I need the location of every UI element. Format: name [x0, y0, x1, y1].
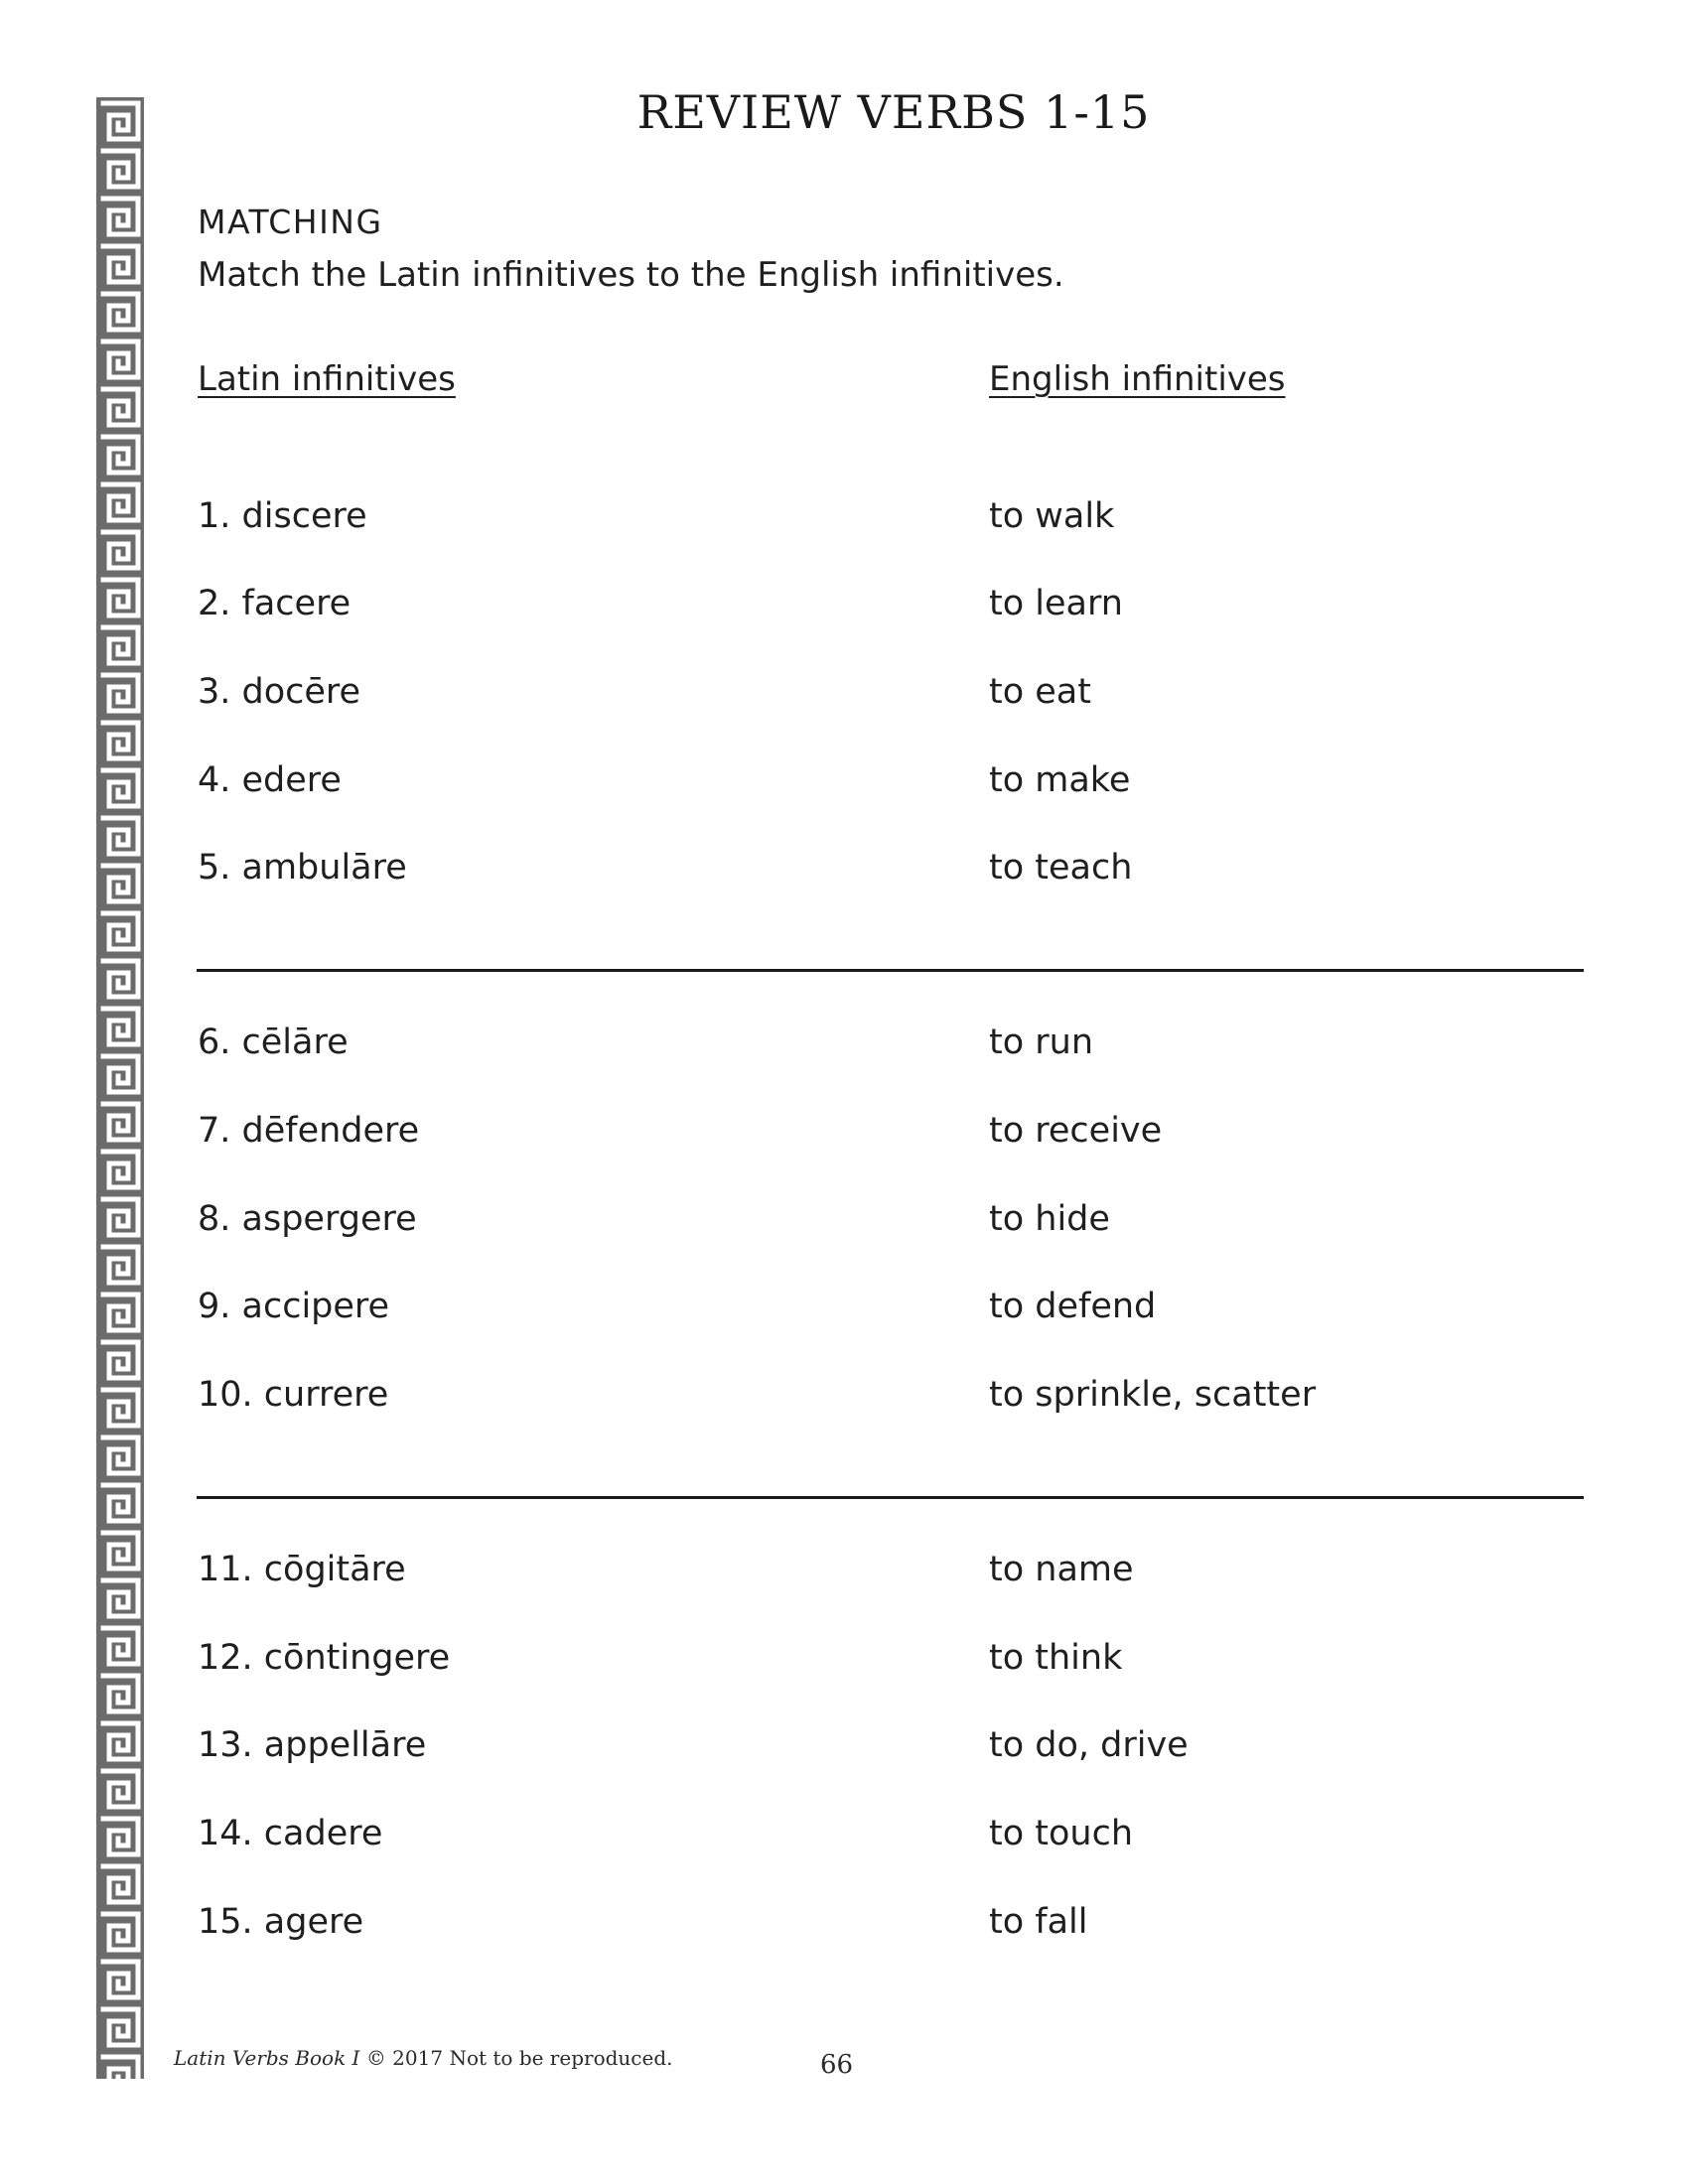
latin-infinitive: 4. edere — [198, 760, 342, 800]
latin-infinitive: 13. appellāre — [198, 1725, 427, 1765]
list-item — [0, 1375, 1688, 1425]
english-infinitive: to defend — [989, 1287, 1157, 1326]
english-infinitive: to sprinkle, scatter — [989, 1375, 1317, 1415]
latin-infinitive: 5. ambulāre — [198, 848, 407, 887]
latin-infinitive: 8. aspergere — [198, 1199, 417, 1239]
list-item — [0, 848, 1688, 897]
english-infinitive: to name — [989, 1550, 1134, 1589]
page-title: REVIEW VERBS 1-15 — [636, 85, 1151, 139]
instructions: Match the Latin infinitives to the English infinitives. — [198, 255, 1064, 295]
english-infinitive: to do, drive — [989, 1725, 1189, 1765]
latin-infinitive: 10. currere — [198, 1375, 389, 1415]
list-item — [0, 1199, 1688, 1249]
english-infinitive: to teach — [989, 848, 1133, 887]
list-item — [0, 1902, 1688, 1952]
english-infinitive: to hide — [989, 1199, 1110, 1239]
list-item — [0, 584, 1688, 633]
english-infinitive: to run — [989, 1023, 1094, 1062]
latin-infinitive: 12. cōntingere — [198, 1638, 451, 1678]
list-item — [0, 1111, 1688, 1160]
list-item — [0, 672, 1688, 722]
greek-key-border-icon — [96, 97, 144, 2079]
latin-infinitive: 7. dēfendere — [198, 1111, 420, 1151]
page-number: 66 — [820, 2050, 854, 2080]
latin-column-header: Latin infinitives — [198, 359, 456, 399]
list-item — [0, 760, 1688, 810]
latin-infinitive: 2. facere — [198, 584, 352, 623]
list-item — [0, 1814, 1688, 1863]
english-infinitive: to fall — [989, 1902, 1088, 1942]
latin-infinitive: 9. accipere — [198, 1287, 390, 1326]
footer-copyright — [174, 2046, 673, 2070]
list-item — [0, 1023, 1688, 1072]
english-infinitive: to learn — [989, 584, 1123, 623]
footer-copyright-text: © 2017 Not to be reproduced. — [365, 2046, 673, 2070]
latin-infinitive: 3. docēre — [198, 672, 361, 712]
divider — [197, 969, 1584, 972]
list-item — [0, 1550, 1688, 1599]
english-column-header: English infinitives — [989, 359, 1286, 399]
english-infinitive: to make — [989, 760, 1131, 800]
list-item — [0, 1725, 1688, 1775]
list-item — [0, 1638, 1688, 1688]
list-item — [0, 1287, 1688, 1336]
latin-infinitive: 6. cēlāre — [198, 1023, 349, 1062]
latin-infinitive: 14. cadere — [198, 1814, 383, 1853]
section-label: MATCHING — [198, 203, 383, 241]
english-infinitive: to eat — [989, 672, 1091, 712]
latin-infinitive: 11. cōgitāre — [198, 1550, 406, 1589]
latin-infinitive: 15. agere — [198, 1902, 364, 1942]
english-infinitive: to receive — [989, 1111, 1163, 1151]
footer-book-title: Latin Verbs Book I — [174, 2046, 360, 2070]
english-infinitive: to think — [989, 1638, 1123, 1678]
english-infinitive: to touch — [989, 1814, 1134, 1853]
english-infinitive: to walk — [989, 496, 1115, 536]
list-item — [0, 496, 1688, 546]
latin-infinitive: 1. discere — [198, 496, 367, 536]
divider — [197, 1496, 1584, 1499]
